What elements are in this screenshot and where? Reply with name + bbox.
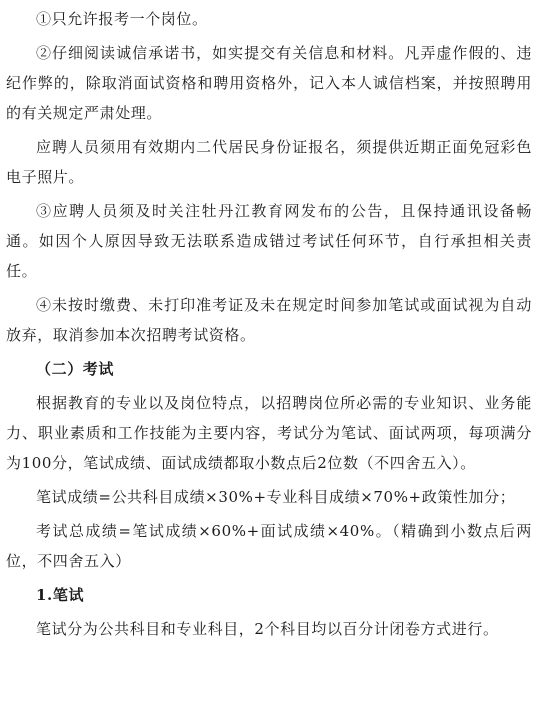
paragraph-single-post: ①只允许报考一个岗位。 (36, 10, 208, 28)
document-body (6, 4, 532, 648)
paragraph-written-exam-subjects: 笔试分为公共科目和专业科目，2个科目均以百分计闭卷方式进行。 (36, 620, 499, 638)
paragraph-auto-forfeit: ④未按时缴费、未打印准考证及未在规定时间参加笔试或面试视为自动放弃，取消参加本次招聘考试资格。 (6, 296, 532, 344)
paragraph-total-score-formula: 考试总成绩=笔试成绩×60%+面试成绩×40%。（精确到小数点后两位，不四舍五入） (6, 522, 532, 570)
paragraph-written-score-formula: 笔试成绩=公共科目成绩×30%+专业科目成绩×70%+政策性加分； (36, 488, 516, 506)
section-heading-exam: （二）考试 (36, 360, 115, 378)
subsection-heading-written-exam: 1.笔试 (36, 586, 85, 604)
paragraph-id-card-photo: 应聘人员须用有效期内二代居民身份证报名，须提供近期正面免冠彩色电子照片。 (6, 138, 532, 186)
paragraph-integrity-pledge: ②仔细阅读诚信承诺书，如实提交有关信息和材料。凡弄虚作假的、违纪作弊的，除取消面试资格和聘用资格外，记入本人诚信档案，并按照聘用的有关规定严肃处理。 (6, 44, 532, 122)
paragraph-exam-content: 根据教育的专业以及岗位特点，以招聘岗位所必需的专业知识、业务能力、职业素质和工作技能为主要内容，考试分为笔试、面试两项，每项满分为100分，笔试成绩、面试成绩都取小数点后2位数（不四舍五入）。 (6, 394, 532, 472)
paragraph-follow-announcements: ③应聘人员须及时关注牡丹江教育网发布的公告，且保持通讯设备畅通。如因个人原因导致无法联系造成错过考试任何环节，自行承担相关责任。 (6, 202, 532, 280)
